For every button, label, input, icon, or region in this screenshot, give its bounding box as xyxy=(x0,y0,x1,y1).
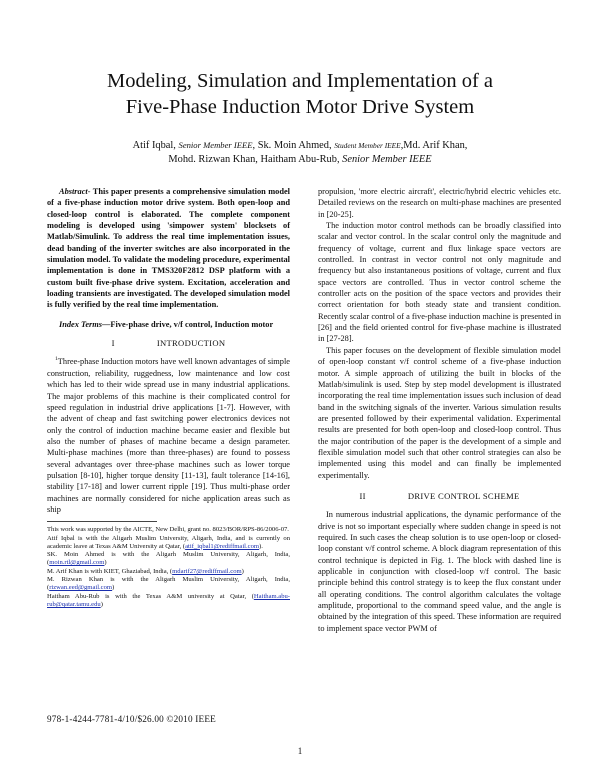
section-title: DRIVE CONTROL SCHEME xyxy=(407,490,520,501)
intro-paragraph xyxy=(47,356,290,515)
paper-title xyxy=(40,68,560,120)
section-number: II xyxy=(359,490,366,501)
author-line-1 xyxy=(40,138,560,153)
index-terms-lead: Index Terms xyxy=(59,319,103,329)
footnote-text: ) xyxy=(100,600,103,608)
body-paragraph: This paper focuses on the development of flexible simulation model of open-loop constant v/f control scheme of a five-phase induction motor. A simple approach of utilizing the built in blocks of the Matlab/simulink is used. Step by step model development is illustrated incorporating the real time implementation issues such inclusion of dead band in the switching signals of the inverter. Various simulation results are presented followed by their experimental validation. Experimental results are presented for both open-loop and closed-loop control. Thus the major contribution of the paper is the development of a simple and flexible simulation model such that other control strategies can also be implemented using this model and can finally be implemented experimentally. xyxy=(318,345,561,480)
footnote-author-3 xyxy=(47,568,290,576)
footnote-text: SK. Moin Ahmed is with the Aligarh Muslim University, Aligarh, India, ( xyxy=(47,551,290,567)
footnote-text: ) xyxy=(112,584,115,592)
page-number: 1 xyxy=(297,746,303,756)
email-link[interactable]: moin.rtl@gmail.com xyxy=(49,559,105,567)
footnote-text: ) xyxy=(241,567,244,575)
email-link[interactable]: atif_iqbal1@rediffmail.com xyxy=(185,542,260,550)
footnote-text: M. Arif Khan is with KIET, Ghaziabad, India, ( xyxy=(47,567,173,575)
footnote-marker: 1 xyxy=(55,356,58,363)
body-paragraph: The induction motor control methods can be broadly classified into scalar and vector control. In the scalar control only the magnitude and frequency of voltage, current and flux linkage space vectors are controlled. In contrast in vector control not only magnitude and frequency but also instantaneous positions of voltage, current and flux space vectors are controlled. Thus in vector control scheme the controller acts on the position of the space vectors and provides their correct orientation for both steady state and transient condition. Recently scalar control of a five-phase induction machine is presented in [26] and the field oriented control for five-phase machine is illustrated in [27-28]. xyxy=(318,221,561,344)
intro-text: Three-phase Induction motors have well known advantages of simple construction, reliability, ruggedness, low maintenance and low cost which has led to their wide spread use in many industrial applications. The major problems of this machine is their complicated control for speed regulation in industrial drive applications [1-7]. However, with the advent of cheap and fast switching power electronics devices not only the control of induction machine became easier and flexible but also the number of phases of machine became a design parameter. Multi-phase machines (more than three-phases) are found to possess several advantages over three-phase machines such as lower torque pulsation [8-10], higher torque density [11-13], fault tolerance [14-16], stability [17-18] and lower current ripple [19]. Thus multi-phase order machines are normally considered for niche application areas such as ship xyxy=(47,357,290,514)
footnote-author-2 xyxy=(47,551,290,568)
footnote-text: ). xyxy=(259,542,263,550)
footnote-author-5 xyxy=(47,593,290,610)
body-paragraph: propulsion, 'more electric aircraft', electric/hybrid electric vehicles etc. Detailed reviews on the research on multi-phase machines are presented in [20-25]. xyxy=(318,187,561,219)
footnote-text: ) xyxy=(104,559,107,567)
footnote-text: Haitham Abu-Rub is with the Texas A&M university at Qatar, ( xyxy=(47,592,254,600)
section-heading-drive-control xyxy=(318,491,561,502)
author-line-2 xyxy=(40,153,560,167)
left-column xyxy=(47,186,290,609)
footnote-text: M. Rizwan Khan is with the Aligarh Muslim University, Aligarh, India, ( xyxy=(47,576,290,592)
isbn-copyright: 978-1-4244-7781-4/10/$26.00 ©2010 IEEE xyxy=(47,714,216,724)
author-affiliation: Senior Member IEEE xyxy=(342,154,432,165)
footnote-text: Atif Iqbal is with the Aligarh Muslim University, Aligarh, India, and is currently on academic leave at Texas A&M University at Qatar, ( xyxy=(47,534,290,550)
title-line-2: Five-Phase Induction Motor Drive System xyxy=(125,96,475,118)
author-affiliation: Senior Member IEEE xyxy=(178,140,253,150)
author-name: Mohd. Rizwan Khan, Haitham Abu-Rub, xyxy=(168,154,343,165)
title-line-1: Modeling, Simulation and Implementation of a xyxy=(106,70,494,92)
author-name: ,Md. Arif Khan, xyxy=(400,140,468,151)
footnote-author-4 xyxy=(47,576,290,593)
footnote-author-1 xyxy=(47,535,290,552)
author-name: Atif Iqbal, xyxy=(132,140,179,151)
index-terms xyxy=(47,319,290,330)
author-block xyxy=(40,138,560,167)
body-paragraph: In numerous industrial applications, the dynamic performance of the drive is not so important especially where sudden change in speed is not required. In such cases the cheap solution is to use open-loop or closed-loop constant v/f control scheme. A block diagram representation of this control technique is depicted in Fig. 1. The block with dashed line is applicable in conjunction with closed-loop v/f control. The basic principle behind this control strategy is to keep the flux constant under all operating conditions. The control algorithm calculates the voltage amplitude, proportional to the command speed value, and the angle is obtained by the integration of this speed. These information are required to implement space vector PWM of xyxy=(318,510,561,633)
section-heading-introduction xyxy=(47,338,290,349)
abstract-text: This paper presents a comprehensive simulation model of a five-phase induction motor drive system. Both open-loop and closed-loop control is elaborated. The complete component modeling is developed using 'simpower system' blocksets of Matlab/Simulink. To address the real time implementation issues, dead banding of the inverter switches are also incorporated in the simulation model. To validate the modeling procedure, experimental implementation is done in TMS320F2812 DSP platform with a custom built five-phase drive system. Excitation, acceleration and loading transients are investigated. The developed simulation model is fully verified by the real time implementation. xyxy=(47,187,290,310)
section-title: INTRODUCTION xyxy=(156,338,226,349)
abstract xyxy=(47,186,290,311)
abstract-lead: Abstract- xyxy=(59,187,91,196)
right-column xyxy=(318,186,561,634)
email-link[interactable]: mdarif27@rediffmail.com xyxy=(172,567,242,575)
index-terms-text: —Five-phase drive, v/f control, Induction motor xyxy=(102,319,274,329)
email-link[interactable]: Haitham.abu-rub@qatar.tamu.edu xyxy=(47,592,290,608)
section-number: I xyxy=(111,338,115,349)
author-affiliation: Student Member IEEE xyxy=(334,141,401,150)
footnote-funding: This work was supported by the AICTE, New Delhi, grant no. 8023/BOR/RPS-86/2006-07. xyxy=(47,526,289,534)
footnote-divider xyxy=(47,521,157,522)
email-link[interactable]: rizwan.eed@gmail.com xyxy=(49,584,113,592)
author-name: , Sk. Moin Ahmed, xyxy=(252,140,335,151)
